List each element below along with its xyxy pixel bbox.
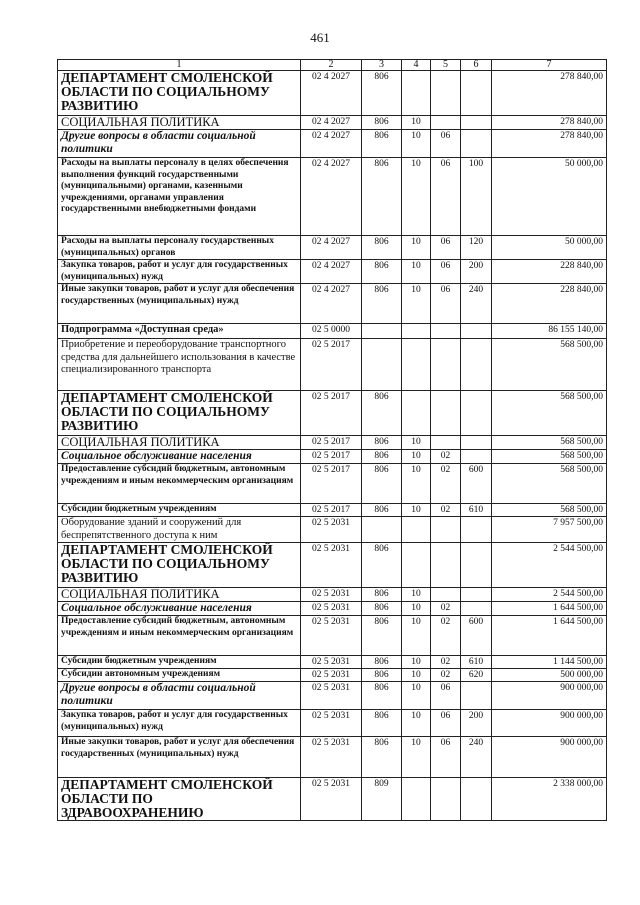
amount-cell: 2 544 500,00: [492, 588, 607, 602]
section-code-cell: 10: [402, 284, 431, 324]
table-row: [58, 71, 607, 116]
subsection-code-cell: [431, 588, 461, 602]
subsection-code-cell: 06: [431, 158, 461, 236]
target-article-cell: 02 5 2031: [301, 616, 362, 656]
table-row: [58, 778, 607, 821]
subsection-code-cell: 02: [431, 504, 461, 517]
header-cell: 2: [301, 60, 362, 71]
target-article-cell: 02 5 2031: [301, 517, 362, 543]
department-code-cell: 806: [362, 158, 402, 236]
expense-type-cell: [461, 450, 492, 464]
amount-cell: 50 000,00: [492, 158, 607, 236]
row-name-cell: ДЕПАРТАМЕНТ СМОЛЕНСКОЙ ОБЛАСТИ ПО СОЦИАЛЬНОМУ РАЗВИТИЮ: [58, 71, 301, 116]
row-name-cell: Оборудование зданий и сооружений для беспрепятственного доступа к ним: [58, 517, 301, 543]
amount-cell: 900 000,00: [492, 710, 607, 737]
table-row: [58, 130, 607, 158]
department-code-cell: 809: [362, 778, 402, 821]
department-code-cell: 806: [362, 682, 402, 710]
row-name-cell: Социальное обслуживание населения: [58, 450, 301, 464]
row-name-cell: Субсидии автономным учреждениям: [58, 669, 301, 682]
department-code-cell: 806: [362, 710, 402, 737]
row-name-cell: Другие вопросы в области социальной политики: [58, 130, 301, 158]
amount-cell: 1 644 500,00: [492, 602, 607, 616]
target-article-cell: 02 5 0000: [301, 324, 362, 339]
row-name-cell: Предоставление субсидий бюджетным, автономным учреждениям и иным некоммерческим организациям: [58, 616, 301, 656]
section-code-cell: [402, 543, 431, 588]
section-code-cell: 10: [402, 504, 431, 517]
amount-cell: 2 338 000,00: [492, 778, 607, 821]
table-row: [58, 339, 607, 391]
header-cell: 7: [492, 60, 607, 71]
department-code-cell: 806: [362, 588, 402, 602]
target-article-cell: 02 4 2027: [301, 130, 362, 158]
target-article-cell: 02 4 2027: [301, 260, 362, 284]
header-cell: 5: [431, 60, 461, 71]
target-article-cell: 02 5 2017: [301, 504, 362, 517]
section-code-cell: [402, 324, 431, 339]
department-code-cell: 806: [362, 450, 402, 464]
expense-type-cell: 120: [461, 236, 492, 260]
row-name-cell: Другие вопросы в области социальной политики: [58, 682, 301, 710]
row-name-cell: СОЦИАЛЬНАЯ ПОЛИТИКА: [58, 436, 301, 450]
table-row: [58, 236, 607, 260]
subsection-code-cell: [431, 391, 461, 436]
expense-type-cell: [461, 116, 492, 130]
expense-type-cell: 240: [461, 737, 492, 778]
header-cell: 4: [402, 60, 431, 71]
row-name-cell: Иные закупки товаров, работ и услуг для обеспечения государственных (муниципальных) нужд: [58, 737, 301, 778]
section-code-cell: 10: [402, 236, 431, 260]
target-article-cell: 02 5 2031: [301, 682, 362, 710]
subsection-code-cell: [431, 339, 461, 391]
row-name-cell: ДЕПАРТАМЕНТ СМОЛЕНСКОЙ ОБЛАСТИ ПО СОЦИАЛЬНОМУ РАЗВИТИЮ: [58, 543, 301, 588]
row-name-cell: СОЦИАЛЬНАЯ ПОЛИТИКА: [58, 588, 301, 602]
section-code-cell: 10: [402, 450, 431, 464]
subsection-code-cell: [431, 517, 461, 543]
amount-cell: 568 500,00: [492, 436, 607, 450]
department-code-cell: 806: [362, 669, 402, 682]
expense-type-cell: [461, 543, 492, 588]
section-code-cell: 10: [402, 436, 431, 450]
amount-cell: 568 500,00: [492, 450, 607, 464]
department-code-cell: 806: [362, 543, 402, 588]
target-article-cell: 02 5 2031: [301, 710, 362, 737]
department-code-cell: [362, 339, 402, 391]
department-code-cell: [362, 324, 402, 339]
target-article-cell: 02 5 2017: [301, 391, 362, 436]
row-name-cell: Закупка товаров, работ и услуг для государственных (муниципальных) нужд: [58, 710, 301, 737]
department-code-cell: [362, 517, 402, 543]
target-article-cell: 02 4 2027: [301, 71, 362, 116]
subsection-code-cell: 06: [431, 130, 461, 158]
subsection-code-cell: [431, 71, 461, 116]
subsection-code-cell: [431, 324, 461, 339]
subsection-code-cell: 06: [431, 737, 461, 778]
department-code-cell: 806: [362, 436, 402, 450]
subsection-code-cell: [431, 436, 461, 450]
section-code-cell: 10: [402, 116, 431, 130]
table-row: [58, 543, 607, 588]
target-article-cell: 02 5 2017: [301, 339, 362, 391]
table-row: [58, 504, 607, 517]
section-code-cell: [402, 391, 431, 436]
expense-type-cell: [461, 391, 492, 436]
section-code-cell: 10: [402, 669, 431, 682]
table-row: [58, 324, 607, 339]
section-code-cell: 10: [402, 602, 431, 616]
amount-cell: 900 000,00: [492, 737, 607, 778]
row-name-cell: ДЕПАРТАМЕНТ СМОЛЕНСКОЙ ОБЛАСТИ ПО СОЦИАЛЬНОМУ РАЗВИТИЮ: [58, 391, 301, 436]
expense-type-cell: [461, 339, 492, 391]
budget-table: [57, 59, 607, 821]
target-article-cell: 02 5 2031: [301, 737, 362, 778]
table-row: [58, 158, 607, 236]
expense-type-cell: [461, 778, 492, 821]
subsection-code-cell: 06: [431, 260, 461, 284]
department-code-cell: 806: [362, 116, 402, 130]
target-article-cell: 02 5 2017: [301, 450, 362, 464]
table-row: [58, 391, 607, 436]
department-code-cell: 806: [362, 602, 402, 616]
target-article-cell: 02 5 2031: [301, 602, 362, 616]
row-name-cell: Приобретение и переоборудование транспортного средства для дальнейшего использования в качестве специализированного транспорта: [58, 339, 301, 391]
header-cell: 6: [461, 60, 492, 71]
subsection-code-cell: [431, 778, 461, 821]
expense-type-cell: [461, 682, 492, 710]
subsection-code-cell: 06: [431, 236, 461, 260]
section-code-cell: 10: [402, 710, 431, 737]
section-code-cell: [402, 517, 431, 543]
amount-cell: 50 000,00: [492, 236, 607, 260]
table-row: [58, 669, 607, 682]
target-article-cell: 02 5 2031: [301, 543, 362, 588]
row-name-cell: Расходы на выплаты персоналу в целях обеспечения выполнения функций государственными (муниципальными) органами, казенными учреждениями, органами управления государственными внебюджетными фондами: [58, 158, 301, 236]
department-code-cell: 806: [362, 737, 402, 778]
expense-type-cell: 200: [461, 710, 492, 737]
amount-cell: 900 000,00: [492, 682, 607, 710]
subsection-code-cell: 02: [431, 616, 461, 656]
expense-type-cell: 600: [461, 616, 492, 656]
amount-cell: 228 840,00: [492, 284, 607, 324]
subsection-code-cell: 02: [431, 602, 461, 616]
section-code-cell: [402, 778, 431, 821]
table-row: [58, 616, 607, 656]
section-code-cell: 10: [402, 130, 431, 158]
subsection-code-cell: 02: [431, 669, 461, 682]
row-name-cell: Субсидии бюджетным учреждениям: [58, 504, 301, 517]
table-row: [58, 737, 607, 778]
amount-cell: 1 144 500,00: [492, 656, 607, 669]
target-article-cell: 02 4 2027: [301, 236, 362, 260]
target-article-cell: 02 4 2027: [301, 116, 362, 130]
department-code-cell: 806: [362, 284, 402, 324]
table-row: [58, 116, 607, 130]
target-article-cell: 02 4 2027: [301, 284, 362, 324]
page-number: 461: [310, 30, 330, 45]
subsection-code-cell: [431, 116, 461, 130]
expense-type-cell: 620: [461, 669, 492, 682]
table-row: [58, 656, 607, 669]
target-article-cell: 02 5 2017: [301, 436, 362, 450]
table-row: [58, 436, 607, 450]
expense-type-cell: [461, 602, 492, 616]
table-row: [58, 464, 607, 504]
department-code-cell: 806: [362, 71, 402, 116]
amount-cell: 278 840,00: [492, 130, 607, 158]
department-code-cell: 806: [362, 260, 402, 284]
table-row: [58, 682, 607, 710]
section-code-cell: [402, 339, 431, 391]
table-row: [58, 602, 607, 616]
row-name-cell: Социальное обслуживание населения: [58, 602, 301, 616]
section-code-cell: 10: [402, 464, 431, 504]
row-name-cell: Закупка товаров, работ и услуг для государственных (муниципальных) нужд: [58, 260, 301, 284]
amount-cell: 7 957 500,00: [492, 517, 607, 543]
expense-type-cell: 200: [461, 260, 492, 284]
table-row: [58, 260, 607, 284]
amount-cell: 278 840,00: [492, 71, 607, 116]
header-cell: 1: [58, 60, 301, 71]
row-name-cell: Расходы на выплаты персоналу государственных (муниципальных) органов: [58, 236, 301, 260]
target-article-cell: 02 5 2031: [301, 669, 362, 682]
subsection-code-cell: 02: [431, 656, 461, 669]
amount-cell: 86 155 140,00: [492, 324, 607, 339]
section-code-cell: 10: [402, 737, 431, 778]
expense-type-cell: [461, 436, 492, 450]
department-code-cell: 806: [362, 504, 402, 517]
section-code-cell: 10: [402, 616, 431, 656]
table-row: [58, 588, 607, 602]
row-name-cell: Подпрограмма «Доступная среда»: [58, 324, 301, 339]
subsection-code-cell: [431, 543, 461, 588]
row-name-cell: Предоставление субсидий бюджетным, автономным учреждениям и иным некоммерческим организациям: [58, 464, 301, 504]
section-code-cell: 10: [402, 588, 431, 602]
subsection-code-cell: 06: [431, 710, 461, 737]
expense-type-cell: [461, 517, 492, 543]
target-article-cell: 02 5 2031: [301, 778, 362, 821]
section-code-cell: [402, 71, 431, 116]
subsection-code-cell: 02: [431, 450, 461, 464]
table-row: [58, 710, 607, 737]
expense-type-cell: 240: [461, 284, 492, 324]
expense-type-cell: [461, 71, 492, 116]
target-article-cell: 02 4 2027: [301, 158, 362, 236]
department-code-cell: 806: [362, 464, 402, 504]
subsection-code-cell: 02: [431, 464, 461, 504]
amount-cell: 568 500,00: [492, 391, 607, 436]
subsection-code-cell: 06: [431, 682, 461, 710]
amount-cell: 500 000,00: [492, 669, 607, 682]
target-article-cell: 02 5 2031: [301, 588, 362, 602]
header-row: [58, 60, 607, 71]
expense-type-cell: [461, 588, 492, 602]
expense-type-cell: [461, 324, 492, 339]
header-cell: 3: [362, 60, 402, 71]
section-code-cell: 10: [402, 656, 431, 669]
row-name-cell: ДЕПАРТАМЕНТ СМОЛЕНСКОЙ ОБЛАСТИ ПО ЗДРАВООХРАНЕНИЮ: [58, 778, 301, 821]
amount-cell: 228 840,00: [492, 260, 607, 284]
target-article-cell: 02 5 2031: [301, 656, 362, 669]
amount-cell: 1 644 500,00: [492, 616, 607, 656]
amount-cell: 568 500,00: [492, 504, 607, 517]
section-code-cell: 10: [402, 158, 431, 236]
department-code-cell: 806: [362, 616, 402, 656]
section-code-cell: 10: [402, 260, 431, 284]
department-code-cell: 806: [362, 391, 402, 436]
amount-cell: 2 544 500,00: [492, 543, 607, 588]
amount-cell: 278 840,00: [492, 116, 607, 130]
department-code-cell: 806: [362, 130, 402, 158]
table-row: [58, 450, 607, 464]
row-name-cell: Иные закупки товаров, работ и услуг для обеспечения государственных (муниципальных) нужд: [58, 284, 301, 324]
expense-type-cell: 600: [461, 464, 492, 504]
table-row: [58, 517, 607, 543]
department-code-cell: 806: [362, 656, 402, 669]
section-code-cell: 10: [402, 682, 431, 710]
subsection-code-cell: 06: [431, 284, 461, 324]
target-article-cell: 02 5 2017: [301, 464, 362, 504]
row-name-cell: СОЦИАЛЬНАЯ ПОЛИТИКА: [58, 116, 301, 130]
amount-cell: 568 500,00: [492, 339, 607, 391]
expense-type-cell: [461, 130, 492, 158]
expense-type-cell: 610: [461, 656, 492, 669]
expense-type-cell: 610: [461, 504, 492, 517]
amount-cell: 568 500,00: [492, 464, 607, 504]
department-code-cell: 806: [362, 236, 402, 260]
expense-type-cell: 100: [461, 158, 492, 236]
table-row: [58, 284, 607, 324]
row-name-cell: Субсидии бюджетным учреждениям: [58, 656, 301, 669]
